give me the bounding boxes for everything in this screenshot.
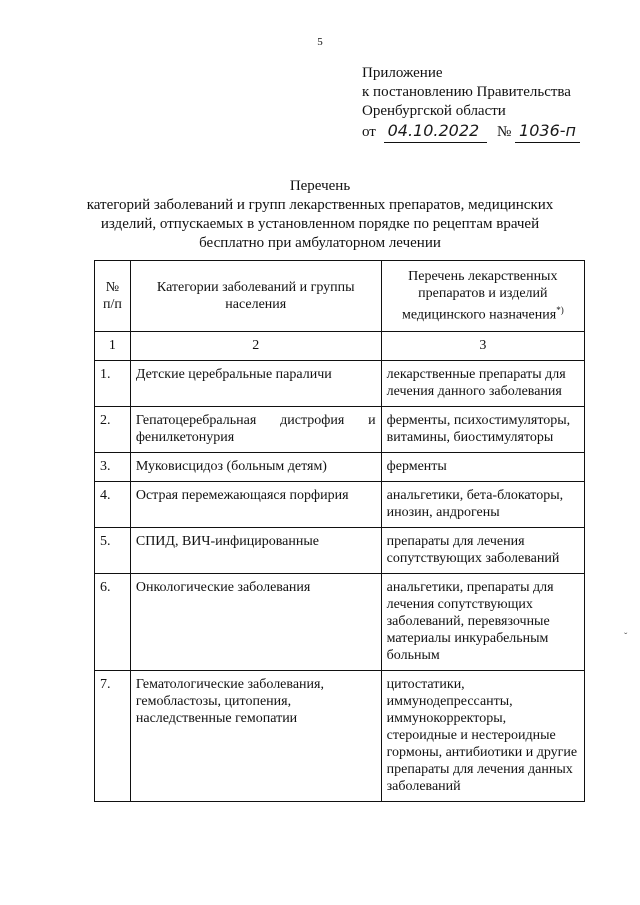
- categories-table: [94, 260, 585, 802]
- row-drugs: лекарственные препараты для лечения данного заболевания: [381, 360, 584, 406]
- row-category: Детские церебральные параличи: [130, 360, 381, 406]
- row-number: 5.: [95, 527, 131, 573]
- appendix-region: Оренбургской области: [362, 103, 506, 119]
- row-number: 7.: [95, 670, 131, 801]
- footnote-mark: *): [556, 305, 564, 315]
- row-number: 2.: [95, 406, 131, 452]
- row-category: Острая перемежающаяся порфирия: [130, 481, 381, 527]
- row-number: 1.: [95, 360, 131, 406]
- document-title: [60, 177, 580, 253]
- header-number: № п/п: [95, 261, 131, 332]
- table-row: [95, 406, 585, 452]
- row-number: 4.: [95, 481, 131, 527]
- row-drugs: анальгетики, препараты для лечения сопутствующих заболеваний, перевязочные материалы инкурабельным больным: [381, 573, 584, 670]
- row-category: Гематологические заболевания, гемобластозы, цитопения, наследственные гемопатии: [130, 670, 381, 801]
- date-prefix: от: [362, 124, 376, 140]
- appendix-decree: к постановлению Правительства: [362, 84, 571, 100]
- row-number: 3.: [95, 452, 131, 481]
- handwritten-number: 1036-п: [519, 121, 576, 140]
- appendix-date-number: [362, 121, 580, 143]
- table-row: [95, 573, 585, 670]
- appendix-block: [362, 64, 580, 143]
- scan-mark: ˇ: [624, 632, 628, 643]
- header-drugs-text: Перечень лекарственных препаратов и изделий медицинского назначения: [401, 269, 558, 323]
- table-row: [95, 360, 585, 406]
- title-line-1: Перечень: [289, 178, 351, 194]
- column-number-1: 1: [95, 331, 131, 360]
- row-drugs: анальгетики, бета-блокаторы, инозин, андрогены: [381, 481, 584, 527]
- table-header-row: [95, 261, 585, 332]
- row-category: СПИД, ВИЧ-инфицированные: [130, 527, 381, 573]
- title-line-2: категорий заболеваний и групп лекарственных препаратов, медицинских: [86, 197, 554, 213]
- column-numbers-row: [95, 331, 585, 360]
- handwritten-date: 04.10.2022: [387, 121, 480, 140]
- row-category: Онкологические заболевания: [130, 573, 381, 670]
- table-row: [95, 481, 585, 527]
- table-row: [95, 527, 585, 573]
- row-drugs: ферменты: [381, 452, 584, 481]
- appendix-title: Приложение: [362, 65, 443, 81]
- table-row: [95, 670, 585, 801]
- row-category: Гепатоцеребральная дистрофия и фенилкетонурия: [130, 406, 381, 452]
- header-drugs: [381, 261, 584, 332]
- title-line-3: изделий, отпускаемых в установленном порядке по рецептам врачей: [100, 216, 540, 232]
- header-category: Категории заболеваний и группы населения: [130, 261, 381, 332]
- row-category: Муковисцидоз (больным детям): [130, 452, 381, 481]
- title-line-4: бесплатно при амбулаторном лечении: [199, 235, 441, 251]
- row-number: 6.: [95, 573, 131, 670]
- row-drugs: ферменты, психостимуляторы, витамины, биостимуляторы: [381, 406, 584, 452]
- number-prefix: №: [496, 124, 512, 140]
- row-drugs: цитостатики, иммунодепрессанты, иммунокорректоры, стероидные и нестероидные гормоны, антибиотики и другие препараты для лечения данных заболеваний: [381, 670, 584, 801]
- row-drugs: препараты для лечения сопутствующих заболеваний: [381, 527, 584, 573]
- column-number-2: 2: [130, 331, 381, 360]
- column-number-3: 3: [381, 331, 584, 360]
- table-row: [95, 452, 585, 481]
- page-number: 5: [317, 36, 323, 48]
